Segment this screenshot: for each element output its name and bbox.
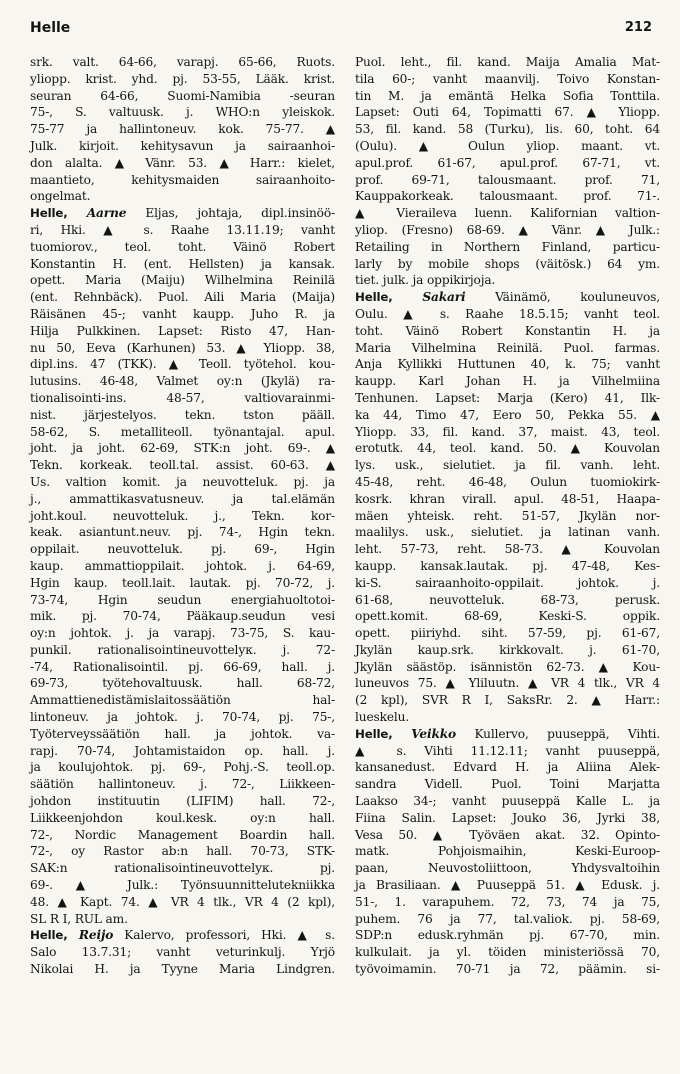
right-column: [355, 54, 660, 978]
text-line: dipl.ins. 47 (TKK). ▲ Teoll. työtehol. kou-: [30, 357, 335, 372]
text-line: oy:n johtok. j. ja varapj. 73-75, S. kau-: [30, 626, 335, 641]
text-line: yliopp. krist. yhd. pj. 53-55, Lääk. krist.: [30, 71, 335, 86]
text-line: yliop. (Fresno) 68-69. ▲ Vänr. ▲ Julk.:: [355, 222, 660, 237]
text-line: kaupp. kansak.lautak. pj. 47-48, Kes-: [355, 558, 660, 573]
text-line: Maria Vilhelmina Reinilä. Puol. farmas.: [355, 340, 660, 355]
entry-surname: Helle,: [30, 206, 87, 221]
text-line: Vesa 50. ▲ Työväen akat. 32. Opinto-: [355, 827, 660, 842]
text-line: joht. ja joht. 62-69, STK:n joht. 69-. ▲: [30, 441, 335, 456]
text-line: Ammattienedistämislaitossäätiön hal-: [30, 693, 335, 708]
text-line: maantieto, kehitysmaiden sairaanhoito-: [30, 172, 335, 187]
text-line: joht.koul. neuvotteluk. j., Tekn. kor-: [30, 508, 335, 523]
text-line: ▲ Vieraileva luenn. Kalifornian valtion-: [355, 206, 660, 221]
text-line: oppilait. neuvotteluk. pj. 69-, Hgin: [30, 542, 335, 557]
text-line: opett. piiriyhd. siht. 57-59, pj. 61-67,: [355, 626, 660, 641]
text-line: (Oulu). ▲ Oulun yliop. maant. vt.: [355, 138, 660, 153]
text-line: paan, Neuvostoliittoon, Yhdysvaltoihin: [355, 861, 660, 876]
entry-heading-line: Helle, Veikko Kullervo, puuseppä, Vihti.: [355, 726, 660, 741]
text-line: ▲ s. Vihti 11.12.11; vanht puuseppä,: [355, 743, 660, 758]
text-line: 72-, oy Rastor ab:n hall. 70-73, STK-: [30, 844, 335, 859]
text-line: kaupp. Karl Johan H. ja Vilhelmiina: [355, 374, 660, 389]
text-line: tuomiorov., teol. toht. Väinö Robert: [30, 239, 335, 254]
text-line: 53, fil. kand. 58 (Turku), lis. 60, toht. 64: [355, 122, 660, 137]
text-line: SDP:n edusk.ryhmän pj. 67-70, min.: [355, 928, 660, 943]
text-line: Jkylän kaup.srk. kirkkovalt. j. 61-70,: [355, 642, 660, 657]
entry-surname: Helle,: [30, 928, 79, 943]
text-line: tiet. julk. ja oppikirjoja.: [355, 273, 496, 288]
text-line: ongelmat.: [30, 189, 91, 204]
text-line: Laakso 34-; vanht puuseppä Kalle L. ja: [355, 794, 660, 809]
text-line: j., ammattikasvatusneuv. ja tal.elämän: [30, 491, 335, 506]
text-line: kulkulait. ja yl. töiden ministeriössä 70,: [355, 945, 660, 960]
text-line: Retailing in Northern Finland, particu-: [355, 239, 660, 254]
text-line: Hgin kaup. teoll.lait. lautak. pj. 70-72, j.: [30, 575, 335, 590]
text-line: puhem. 76 ja 77, tal.valiok. pj. 58-69,: [355, 911, 660, 926]
entry-heading-line: Helle, Aarne Eljas, johtaja, dipl.insinöö-: [30, 206, 335, 221]
running-head: Helle: [30, 20, 71, 36]
text-line: don alalta. ▲ Vänr. 53. ▲ Harr.: kielet,: [30, 155, 335, 170]
text-line: 69-. ▲ Julk.: Työnsuunnittelutekniikka: [30, 878, 335, 893]
text-line: 75-77 ja hallintoneuv. kok. 75-77. ▲: [30, 122, 335, 137]
page-number: 212: [624, 20, 652, 35]
text-line: kosrk. khran virall. apul. 48-51, Haapa-: [355, 491, 660, 506]
text-line: larly by mobile shops (väitösk.) 64 ym.: [355, 256, 660, 271]
text-line: 73-74, Hgin seudun energiahuoltotoi-: [30, 592, 335, 607]
text-line: lueskelu.: [355, 710, 410, 725]
text-line: nu 50, Eeva (Karhunen) 53. ▲ Yliopp. 38,: [30, 340, 335, 355]
text-line: opett. Maria (Maiju) Wilhelmina Reinilä: [30, 273, 335, 288]
text-line: kansanedust. Edvard H. ja Aliina Alek-: [355, 760, 660, 775]
text-line: kaup. ammattioppilait. johtok. j. 64-69,: [30, 558, 335, 573]
text-line: 58-62, S. metalliteoll. työnantajal. apul.: [30, 424, 335, 439]
text-line: Oulu. ▲ s. Raahe 18.5.15; vanht teol.: [355, 306, 660, 321]
text-line: 61-68, neuvotteluk. 68-73, perusk.: [355, 592, 660, 607]
text-line: ri, Hki. ▲ s. Raahe 13.11.19; vanht: [30, 222, 335, 237]
text-line: apul.prof. 61-67, apul.prof. 67-71, vt.: [355, 155, 660, 170]
text-line: säätiön hallintoneuv. j. 72-, Liikkeen-: [30, 777, 335, 792]
entry-first-name: Reijo: [78, 928, 114, 943]
text-line: 51-, 1. varapuhem. 72, 73, 74 ja 75,: [355, 894, 660, 909]
text-line: lutusins. 46-48, Valmet oy:n (Jkylä) ra-: [30, 374, 335, 389]
text-line: 75-, S. valtuusk. j. WHO:n yleiskok.: [30, 105, 335, 120]
text-line: Nikolai H. ja Tyyne Maria Lindgren.: [30, 962, 335, 977]
text-line: Anja Kyllikki Huttunen 40, k. 75; vanht: [355, 357, 660, 372]
text-line: Tenhunen. Lapset: Marja (Kero) 41, Ilk-: [355, 390, 660, 405]
left-column: [30, 54, 335, 978]
text-line: Us. valtion komit. ja neuvotteluk. pj. ja: [30, 474, 335, 489]
entry-surname: Helle,: [355, 290, 423, 305]
text-line: nist. järjestelyos. tekn. tston pääll.: [30, 407, 335, 422]
entry-first-name: Aarne: [86, 206, 127, 221]
text-line: Kauppakorkeak. talousmaant. prof. 71-.: [355, 189, 660, 204]
text-line: 72-, Nordic Management Boardin hall.: [30, 827, 335, 842]
text-line: Liikkeenjohdon koul.kesk. oy:n hall.: [30, 810, 335, 825]
text-line: 69-73, työtehovaltuusk. hall. 68-72,: [30, 676, 335, 691]
text-line: sandra Videll. Puol. Toini Marjatta: [355, 777, 660, 792]
text-line: ja koulujohtok. pj. 69-, Pohj.-S. teoll.op.: [30, 760, 335, 775]
text-line: srk. valt. 64-66, varapj. 65-66, Ruots.: [30, 55, 335, 69]
text-line: mäen yhteisk. reht. 51-57, Jkylän nor-: [355, 508, 660, 523]
text-line: erotutk. 44, teol. kand. 50. ▲ Kouvolan: [355, 441, 660, 456]
text-line: lintoneuv. ja johtok. j. 70-74, pj. 75-,: [30, 710, 335, 725]
text-line: työvoimamin. 70-71 ja 72, päämin. si-: [355, 962, 660, 977]
text-line: leht. 57-73, reht. 58-73. ▲ Kouvolan: [355, 542, 660, 557]
text-line: Fiina Salin. Lapset: Jouko 36, Jyrki 38,: [355, 810, 660, 825]
text-line: rapj. 70-74, Johtamistaidon op. hall. j.: [30, 743, 335, 758]
text-line: tila 60-; vanht maanvilj. Toivo Konstan-: [355, 71, 660, 86]
text-line: Jkylän säästöp. isännistön 62-73. ▲ Kou-: [355, 659, 660, 674]
text-line: punkil. rationalisointineuvottelук. j. 72-: [30, 642, 335, 657]
text-line: Konstantin H. (ent. Hellsten) ja kansak.: [30, 256, 335, 271]
text-line: mik. pj. 70-74, Pääkaup.seudun vesi: [30, 609, 335, 624]
text-line: SAK:n rationalisointineuvottelук. pj.: [30, 861, 335, 876]
text-line: 48. ▲ Kapt. 74. ▲ VR 4 tlk., VR 4 (2 kpl),: [30, 894, 335, 909]
text-line: Tekn. korkeak. teoll.tal. assist. 60-63. ▲: [30, 458, 335, 473]
text-line: matk. Pohjoismaihin, Keski-Euroop-: [355, 844, 660, 859]
entry-heading-line: Helle, Sakari Väinämö, kouluneuvos,: [355, 290, 660, 305]
text-line: SL R I, RUL am.: [30, 911, 128, 926]
text-line: lys. usk., sielutiet. ja fil. vanh. leht.: [355, 458, 660, 473]
text-line: ka 44, Timo 47, Eero 50, Pekka 55. ▲: [355, 407, 660, 422]
text-line: keak. asiantunt.neuv. pj. 74-, Hgin tekn.: [30, 525, 335, 540]
text-line: Julk. kirjoit. kehitysavun ja sairaanhoi-: [30, 138, 335, 153]
entry-surname: Helle,: [355, 726, 412, 741]
text-line: Salo 13.7.31; vanht veturinkulj. Yrjö: [30, 945, 335, 960]
text-line: Räisänen 45-; vanht kaupp. Juho R. ja: [30, 306, 335, 321]
text-line: opett.komit. 68-69, Keski-S. oppik.: [355, 609, 660, 624]
text-line: 45-48, reht. 46-48, Oulun tuomiokirk-: [355, 474, 660, 489]
text-line: Puol. leht., fil. kand. Maija Amalia Mat-: [355, 55, 660, 69]
text-line: luneuvos 75. ▲ Yliluutn. ▲ VR 4 tlk., VR 4: [355, 676, 660, 691]
text-line: seuran 64-66, Suomi-Namibia -seuran: [30, 88, 335, 103]
text-line: Hilja Pulkkinen. Lapset: Risto 47, Han-: [30, 323, 335, 338]
text-line: toht. Väinö Robert Konstantin H. ja: [355, 323, 660, 338]
entry-heading-line: Helle, Reijo Kalervo, professori, Hki. ▲ s.: [30, 928, 335, 943]
text-line: Lapset: Outi 64, Topimatti 67. ▲ Yliopp.: [355, 105, 660, 120]
text-line: ja Brasiliaan. ▲ Puuseppä 51. ▲ Edusk. j.: [355, 878, 660, 893]
text-line: tionalisointi-ins. 48-57, valtiovarainmi-: [30, 390, 335, 405]
text-line: tin M. ja emäntä Helka Sofia Tonttila.: [355, 88, 660, 103]
entry-first-name: Veikko: [411, 726, 457, 741]
entry-first-name: Sakari: [422, 290, 466, 305]
text-line: ki-S. sairaanhoito-oppilait. johtok. j.: [355, 575, 660, 590]
text-line: Yliopp. 33, fil. kand. 37, maist. 43, teol.: [355, 424, 660, 439]
text-line: maalilys. usk., sielutiet. ja latinan vanh.: [355, 525, 660, 540]
text-line: Työterveyssäätiön hall. ja johtok. va-: [30, 726, 335, 741]
text-line: prof. 69-71, talousmaant. prof. 71,: [355, 172, 660, 187]
text-line: (2 kpl), SVR R I, SaksRr. 2. ▲ Harr.:: [355, 693, 660, 708]
text-line: -74, Rationalisointil. pj. 66-69, hall. j.: [30, 659, 335, 674]
text-line: johdon instituutin (LIFIM) hall. 72-,: [30, 794, 335, 809]
text-line: (ent. Rehnbäck). Puol. Aili Maria (Maija): [30, 290, 335, 305]
